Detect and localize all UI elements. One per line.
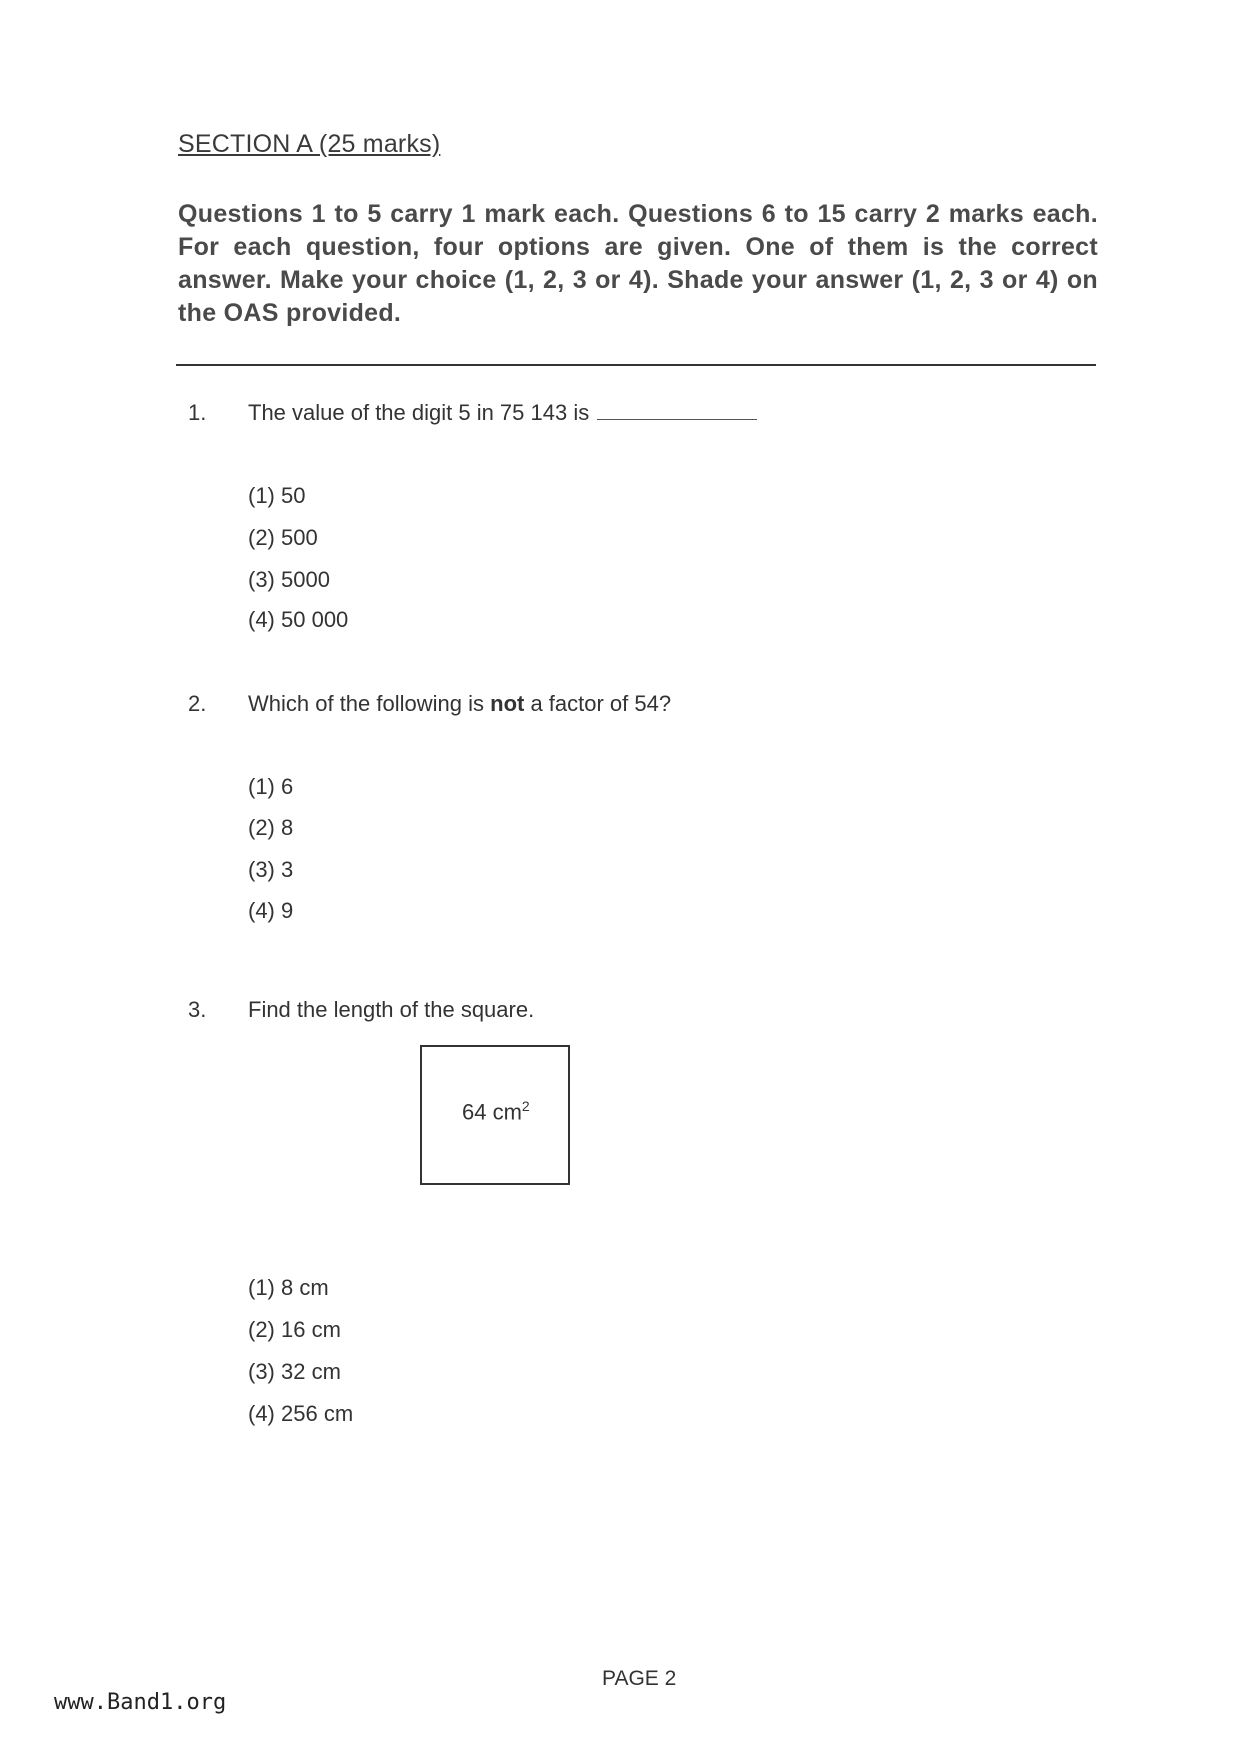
question-2-text-after: a factor of 54? [530, 691, 672, 716]
watermark-url: www.Band1.org [54, 1690, 227, 1715]
question-3-option-2: (2) 16 cm [248, 1317, 341, 1342]
question-2-text-bold: not [490, 691, 525, 716]
question-1-option-4: (4) 50 000 [248, 607, 349, 632]
question-3-number: 3. [188, 997, 207, 1022]
square-area-value: 64 cm [462, 1099, 522, 1125]
question-2-option-1: (1) 6 [248, 774, 294, 799]
question-3-text: Find the length of the square. [248, 997, 535, 1022]
question-3-option-3: (3) 32 cm [248, 1359, 341, 1384]
question-1-prompt: The value of the digit 5 in 75 143 is [248, 400, 590, 425]
section-instructions: Questions 1 to 5 carry 1 mark each. Questions 6 to 15 carry 2 marks each. For each question, four options are given. One of them is the correct answer. Make your choice (1, 2, 3 or 4). Shade your answer (1, 2, 3 or 4) on the OAS provided. [178, 200, 1098, 327]
question-2-text [248, 691, 671, 717]
question-2-option-4: (4) 9 [248, 898, 294, 923]
square-area-label [462, 1098, 530, 1125]
page-number: PAGE 2 [602, 1667, 677, 1690]
answer-blank [597, 401, 757, 420]
question-1-text [248, 400, 757, 426]
section-title: SECTION A (25 marks) [178, 130, 441, 158]
question-2-option-2: (2) 8 [248, 815, 294, 840]
question-1-option-3: (3) 5000 [248, 567, 330, 592]
question-1-option-2: (2) 500 [248, 525, 318, 550]
question-1-number: 1. [188, 400, 207, 425]
question-2-text-before: Which of the following is [248, 691, 484, 716]
question-2-option-3: (3) 3 [248, 857, 294, 882]
question-1-option-1: (1) 50 [248, 483, 306, 508]
divider-line [176, 364, 1096, 366]
question-2-number: 2. [188, 691, 207, 716]
question-3-option-1: (1) 8 cm [248, 1275, 329, 1300]
square-area-exponent: 2 [521, 1098, 530, 1114]
question-3-option-4: (4) 256 cm [248, 1401, 354, 1426]
